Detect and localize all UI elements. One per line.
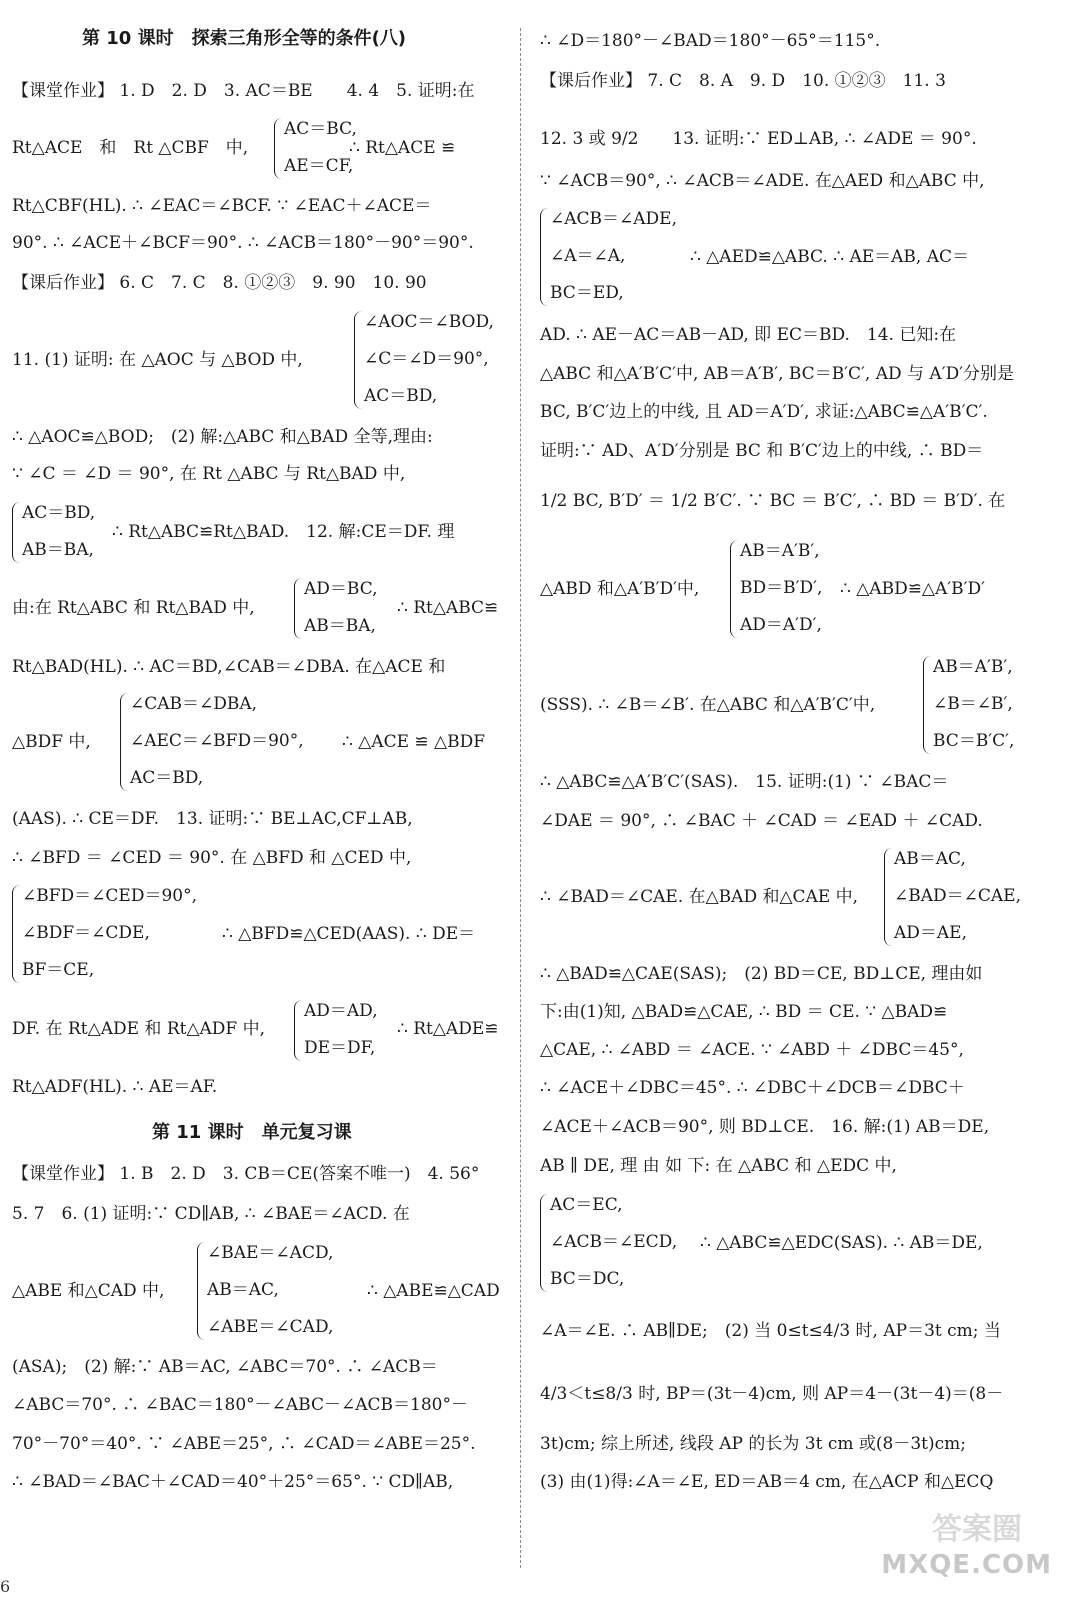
- text-line: (AAS). ∴ CE＝DF. 13. 证明:∵ BE⊥AC,CF⊥AB,: [12, 809, 413, 829]
- text-line: ∴ △BAD≌△CAE(SAS); (2) BD＝CE, BD⊥CE, 理由如: [540, 964, 983, 984]
- text-line: 证明:∵ AD、A′D′分别是 BC 和 B′C′边上的中线, ∴ BD＝: [540, 441, 984, 461]
- equation-row: ∠AOC＝∠BOD,: [364, 312, 494, 332]
- equation-row: ∠BAD＝∠CAE,: [894, 886, 1021, 906]
- equation-row: AD＝AD,: [304, 1001, 378, 1021]
- equation-row: ∠BFD＝∠CED＝90°,: [22, 886, 197, 906]
- text-line: ∴ △BFD≌△CED(AAS). ∴ DE＝: [222, 924, 476, 944]
- text-line: 5. 7 6. (1) 证明:∵ CD∥AB, ∴ ∠BAE＝∠ACD. 在: [12, 1204, 410, 1224]
- equation-row: AC＝BC,: [284, 119, 357, 139]
- text-line: ∵ ∠ACB＝90°, ∴ ∠ACB＝∠ADE. 在△AED 和△ABC 中,: [540, 171, 985, 191]
- text-line: 【课后作业】 6. C 7. C 8. ①②③ 9. 90 10. 90: [12, 273, 427, 293]
- text-line: ∴ △ABC≌△EDC(SAS). ∴ AB＝DE,: [700, 1233, 983, 1253]
- brace-symbol: [730, 540, 739, 638]
- equation-row: AE＝CF,: [284, 156, 354, 176]
- text-line: 12. 3 或 9/2 13. 证明:∵ ED⊥AB, ∴ ∠ADE ＝ 90°.: [540, 129, 977, 149]
- equation-row: BC＝ED,: [550, 283, 624, 303]
- text-line: ∴ ∠BAD＝∠CAE. 在△BAD 和△CAE 中,: [540, 887, 859, 907]
- text-line: ∴ △ABD≌△A′B′D′: [840, 579, 985, 599]
- brace-symbol: [12, 502, 21, 563]
- equation-row: ∠CAB＝∠DBA,: [130, 694, 258, 714]
- text-line: 由:在 Rt△ABC 和 Rt△BAD 中,: [12, 598, 255, 618]
- brace-symbol: [197, 1242, 206, 1340]
- text-line: △ABC 和△A′B′C′中, AB＝A′B′, BC＝B′C′, AD 与 A′D′分别是: [540, 364, 1015, 384]
- equation-row: ∠AEC＝∠BFD＝90°,: [130, 731, 304, 751]
- equation-row: ∠BDF＝∠CDE,: [22, 923, 150, 943]
- brace-symbol: [294, 1000, 303, 1061]
- text-line: ∴ ∠ACE＋∠DBC＝45°. ∴ ∠DBC＋∠DCB＝∠DBC＋: [540, 1078, 965, 1098]
- equation-row: AB＝AC,: [894, 849, 966, 869]
- text-line: △BDF 中,: [12, 732, 91, 752]
- equation-row: AB＝BA,: [22, 540, 94, 560]
- text-line: BC, B′C′边上的中线, 且 AD＝A′D′, 求证:△ABC≌△A′B′C′.: [540, 402, 988, 422]
- text-line: ∠DAE ＝ 90°, ∴ ∠BAC ＋ ∠CAD ＝ ∠EAD ＋ ∠CAD.: [540, 811, 983, 831]
- equation-row: AB＝A′B′,: [740, 541, 820, 561]
- text-line: AB ∥ DE, 理 由 如 下: 在 △ABC 和 △EDC 中,: [540, 1156, 897, 1176]
- equation-row: AB＝A′B′,: [933, 657, 1013, 677]
- text-line: 【课后作业】 7. C 8. A 9. D 10. ①②③ 11. 3: [540, 71, 946, 91]
- text-line: 70°－70°＝40°. ∵ ∠ABE＝25°, ∴ ∠CAD＝∠ABE＝25°.: [12, 1434, 476, 1454]
- text-line: 1/2 BC, B′D′ ＝ 1/2 B′C′. ∵ BC ＝ B′C′, ∴ BD ＝ B′D′. 在: [540, 491, 1006, 511]
- equation-row: AD＝A′D′,: [740, 615, 822, 635]
- section-heading: 第 10 课时 探索三角形全等的条件(八): [82, 28, 407, 49]
- text-line: DF. 在 Rt△ADE 和 Rt△ADF 中,: [12, 1019, 266, 1039]
- equation-row: ∠ACB＝∠ECD,: [550, 1232, 678, 1252]
- text-line: ∠ABC＝70°. ∴ ∠BAC＝180°－∠ABC－∠ACB＝180°－: [12, 1395, 468, 1415]
- equation-row: ∠B＝∠B′,: [933, 694, 1013, 714]
- text-line: ∴ △ABC≌△A′B′C′(SAS). 15. 证明:(1) ∵ ∠BAC＝: [540, 772, 949, 792]
- equation-row: AC＝BD,: [130, 768, 204, 788]
- text-line: 【课堂作业】 1. B 2. D 3. CB＝CE(答案不唯一) 4. 56°: [12, 1164, 480, 1184]
- text-line: Rt△ADF(HL). ∴ AE＝AF.: [12, 1077, 218, 1097]
- brace-symbol: [294, 578, 303, 639]
- brace-symbol: [923, 656, 932, 754]
- text-line: (3) 由(1)得:∠A＝∠E, ED＝AB＝4 cm, 在△ACP 和△ECQ: [540, 1472, 994, 1492]
- text-line: △ABD 和△A′B′D′中,: [540, 579, 700, 599]
- equation-row: ∠ACB＝∠ADE,: [550, 209, 677, 229]
- brace-symbol: [120, 693, 129, 791]
- text-line: 4/3＜t≤8/3 时, BP＝(3t－4)cm, 则 AP＝4－(3t－4)＝(8－: [540, 1384, 1004, 1404]
- text-line: 下:由(1)知, △BAD≌△CAE, ∴ BD ＝ CE. ∵ △BAD≌: [540, 1002, 948, 1022]
- brace-symbol: [540, 1194, 549, 1292]
- text-line: ∴ △ACE ≌ △BDF: [342, 732, 486, 752]
- text-line: AD. ∴ AE－AC＝AB－AD, 即 EC＝BD. 14. 已知:在: [540, 325, 957, 345]
- brace-symbol: [354, 311, 363, 409]
- equation-row: BF＝CE,: [22, 960, 95, 980]
- equation-row: AC＝BD,: [22, 503, 96, 523]
- equation-row: AB＝AC,: [207, 1280, 279, 1300]
- text-line: ∴ ∠BFD ＝ ∠CED ＝ 90°. 在 △BFD 和 △CED 中,: [12, 848, 412, 868]
- text-line: 90°. ∴ ∠ACE＋∠BCF＝90°. ∴ ∠ACB＝180°－90°＝90°.: [12, 233, 474, 253]
- column-divider: [520, 28, 521, 1568]
- brace-symbol: [274, 118, 283, 179]
- brace-symbol: [884, 848, 893, 946]
- text-line: ∴ Rt△ADE≌: [397, 1019, 499, 1039]
- text-line: ∴ Rt△ABC≌Rt△BAD. 12. 解:CE＝DF. 理: [112, 522, 455, 542]
- text-line: 3t)cm; 综上所述, 线段 AP 的长为 3t cm 或(8－3t)cm;: [540, 1434, 966, 1454]
- equation-row: AD＝AE,: [894, 923, 967, 943]
- equation-row: ∠C＝∠D＝90°,: [364, 349, 489, 369]
- text-line: ∠ACE＋∠ACB＝90°, 则 BD⊥CE. 16. 解:(1) AB＝DE,: [540, 1117, 990, 1137]
- text-line: Rt△BAD(HL). ∴ AC＝BD,∠CAB＝∠DBA. 在△ACE 和: [12, 657, 446, 677]
- text-line: ∴ △AED≌△ABC. ∴ AE＝AB, AC＝: [690, 247, 969, 267]
- brace-symbol: [540, 208, 549, 306]
- equation-row: ∠A＝∠A,: [550, 246, 626, 266]
- text-line: Rt△CBF(HL). ∴ ∠EAC＝∠BCF. ∵ ∠EAC＋∠ACE＝: [12, 196, 432, 216]
- text-line: ∠A＝∠E. ∴ AB∥DE; (2) 当 0≤t≤4/3 时, AP＝3t cm; 当: [540, 1321, 1001, 1341]
- section-heading: 第 11 课时 单元复习课: [152, 1122, 352, 1143]
- text-line: ∴ Rt△ACE ≌: [349, 138, 456, 158]
- equation-row: AC＝EC,: [550, 1195, 623, 1215]
- text-line: (ASA); (2) 解:∵ AB＝AC, ∠ABC＝70°. ∴ ∠ACB＝: [12, 1357, 438, 1377]
- equation-row: ∠BAE＝∠ACD,: [207, 1243, 334, 1263]
- equation-row: DE＝DF,: [304, 1038, 376, 1058]
- equation-row: AB＝BA,: [304, 616, 376, 636]
- equation-row: ∠ABE＝∠CAD,: [207, 1317, 334, 1337]
- brace-symbol: [12, 885, 21, 983]
- equation-row: BC＝DC,: [550, 1269, 625, 1289]
- text-line: △CAE, ∴ ∠ABD ＝ ∠ACE. ∵ ∠ABD ＋ ∠DBC＝45°,: [540, 1040, 964, 1060]
- text-line: 【课堂作业】 1. D 2. D 3. AC＝BE 4. 4 5. 证明:在: [12, 81, 475, 101]
- page-number: 6: [0, 1577, 11, 1596]
- equation-row: BC＝B′C′,: [933, 731, 1015, 751]
- text-line: ∴ ∠BAD＝∠BAC＋∠CAD＝40°＋25°＝65°. ∵ CD∥AB,: [12, 1472, 454, 1492]
- text-line: (SSS). ∴ ∠B＝∠B′. 在△ABC 和△A′B′C′中,: [540, 695, 876, 715]
- text-line: 11. (1) 证明: 在 △AOC 与 △BOD 中,: [12, 350, 303, 370]
- text-line: Rt△ACE 和 Rt △CBF 中,: [12, 138, 249, 158]
- text-line: ∵ ∠C ＝ ∠D ＝ 90°, 在 Rt △ABC 与 Rt△BAD 中,: [12, 464, 406, 484]
- equation-row: AC＝BD,: [364, 386, 438, 406]
- equation-row: BD＝B′D′,: [740, 578, 823, 598]
- text-line: ∴ △ABE≌△CAD: [367, 1281, 500, 1301]
- text-line: ∴ △AOC≌△BOD; (2) 解:△ABC 和△BAD 全等,理由:: [12, 427, 433, 447]
- watermark-logo: 答案圈: [932, 1512, 1022, 1547]
- equation-row: AD＝BC,: [304, 579, 378, 599]
- text-line: ∴ ∠D＝180°－∠BAD＝180°－65°＝115°.: [540, 31, 881, 51]
- watermark-site: MXQE.COM: [881, 1550, 1052, 1580]
- text-line: △ABE 和△CAD 中,: [12, 1281, 165, 1301]
- text-line: ∴ Rt△ABC≌: [397, 598, 499, 618]
